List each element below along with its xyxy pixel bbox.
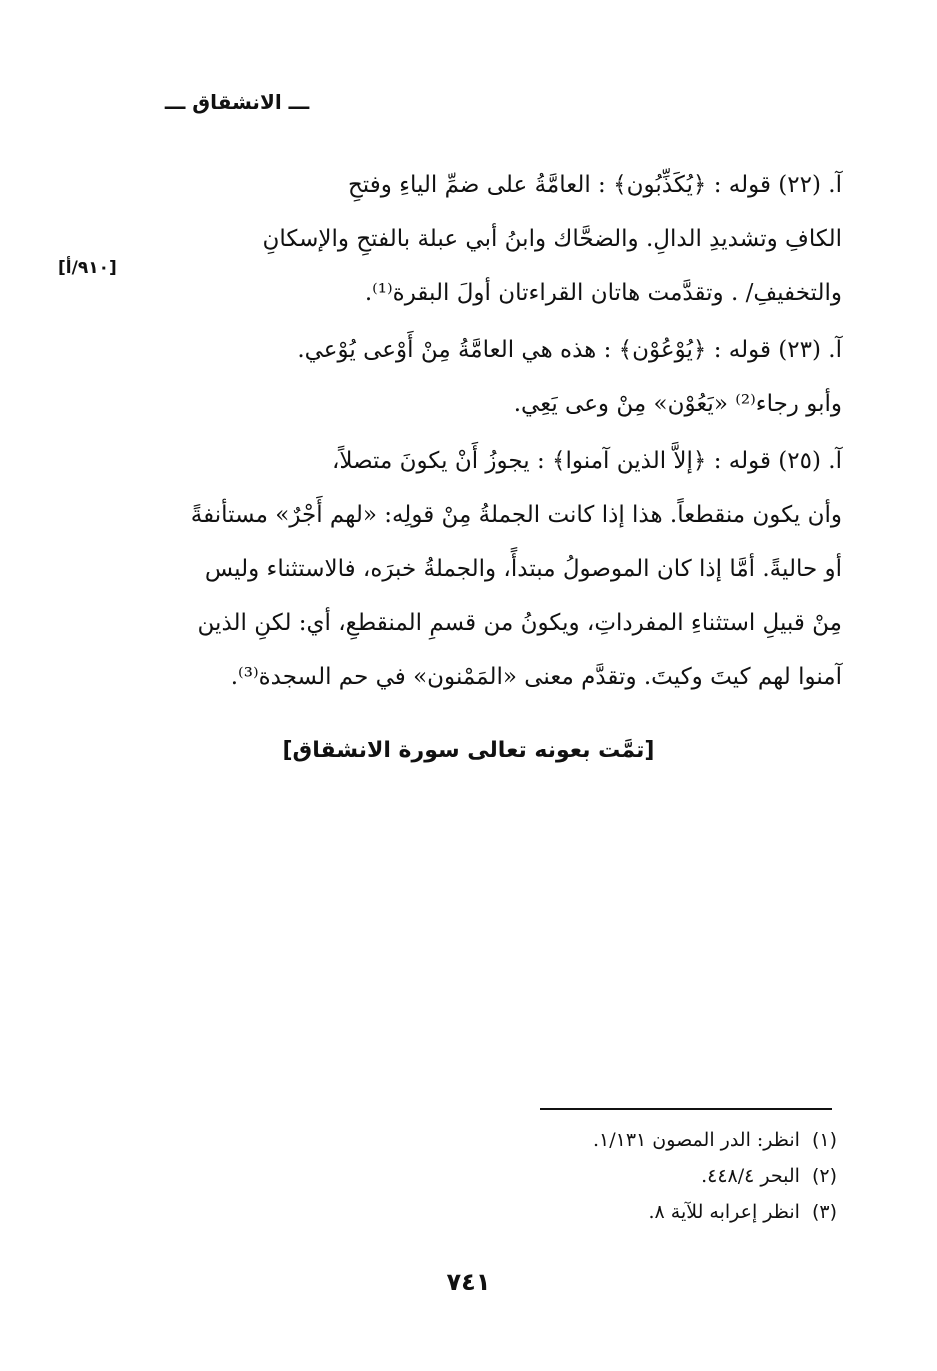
footnote-text: انظر: الدر المصون ١/١٣١. <box>592 1129 800 1151</box>
footnote-number: (٣) <box>811 1201 837 1223</box>
verse-23-paragraph <box>97 323 842 431</box>
text-line: وأبو رجاء⁽²⁾ «يَعُوْن» مِنْ وعى يَعِي. <box>513 391 842 417</box>
text-line: آمنوا لهم كيتَ وكيتَ. وتقدَّم معنى «المَمْنون» في حم السجدة⁽³⁾. <box>230 664 842 690</box>
footnote-item <box>437 1158 837 1194</box>
margin-reference: [٩١٠/أ] <box>58 258 117 278</box>
commentary-body <box>97 158 842 707</box>
text-line: أو حاليةً. أمَّا إذا كان الموصولُ مبتدأً، والجملةُ خبرَه، فالاستثناء وليس <box>204 556 842 582</box>
surah-closing-note: [تمَّت بعونه تعالى سورة الانشقاق] <box>282 738 655 763</box>
verse-22-paragraph <box>97 158 842 320</box>
footnote-number: (٢) <box>811 1165 837 1187</box>
text-line: آ. (٢٢) قوله : ﴿يُكَذِّبُون﴾ : العامَّةُ على ضمِّ الياءِ وفتحِ <box>347 172 842 198</box>
verse-25-paragraph <box>97 434 842 704</box>
page-number: ٧٤١ <box>446 1268 491 1296</box>
footnotes <box>437 1122 837 1230</box>
text-line: الكافِ وتشديدِ الدالِ. والضحَّاك وابنُ أبي عبلة بالفتحِ والإسكانِ <box>262 226 842 252</box>
footnote-number: (١) <box>811 1129 837 1151</box>
text-line: آ. (٢٥) قوله : ﴿إلاَّ الذين آمنوا﴾ : يجوزُ أَنْ يكونَ متصلاً، <box>331 448 842 474</box>
footnote-item <box>437 1194 837 1230</box>
footnote-text: انظر إعرابه للآية ٨. <box>648 1201 800 1223</box>
running-head: ـــ الانشقاق ـــ <box>164 90 310 114</box>
footnote-divider <box>540 1108 832 1110</box>
text-line: وأن يكون منقطعاً. هذا إذا كانت الجملةُ مِنْ قولِه: «لهم أَجْرٌ» مستأنفةً <box>190 502 842 528</box>
footnote-item <box>437 1122 837 1158</box>
text-line: والتخفيفِ/ . وتقدَّمت هاتان القراءتان أولَ البقرة⁽¹⁾. <box>364 280 842 306</box>
text-line: مِنْ قبيلِ استثناءِ المفرداتِ، ويكونُ من قسمِ المنقطعِ، أي: لكنِ الذين <box>197 610 842 636</box>
text-line: آ. (٢٣) قوله : ﴿يُوْعُوْن﴾ : هذه هي العامَّةُ مِنْ أَوْعى يُوْعي. <box>297 337 842 363</box>
footnote-text: البحر ٤٤٨/٤. <box>701 1165 800 1187</box>
